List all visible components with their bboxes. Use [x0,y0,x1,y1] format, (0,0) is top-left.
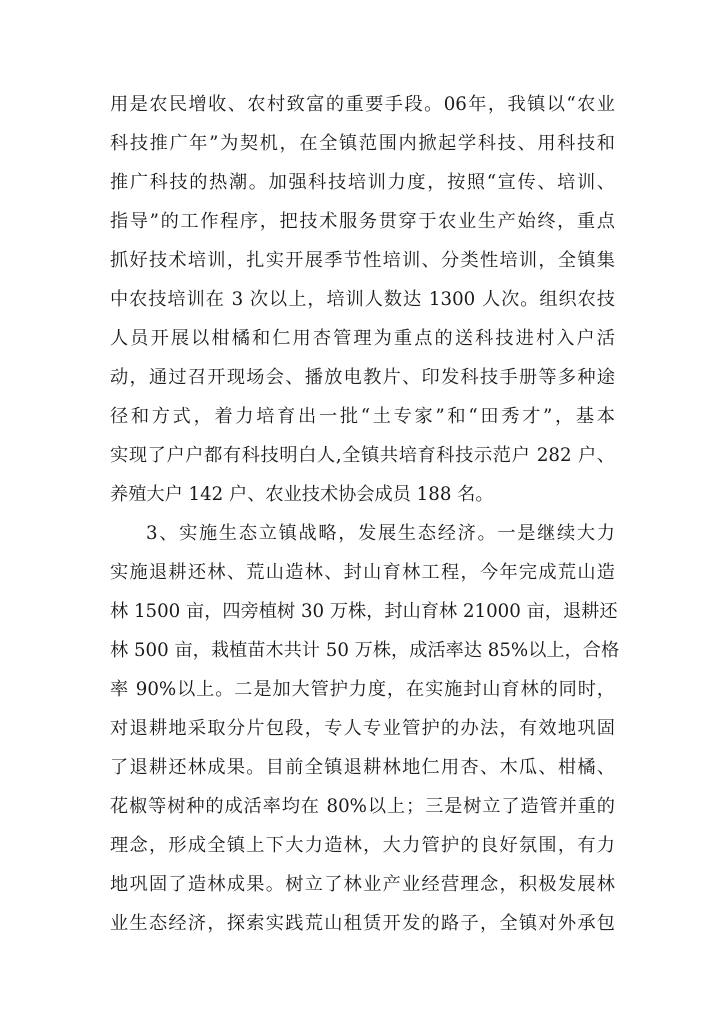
text-line-1: 用是农民增收、农村致富的重要手段。06年，我镇以“农业 [110,94,615,115]
text-line-12: 3、实施生态立镇战略，发展生态经济。一是继续大力 [146,523,615,544]
text-line-4: 指导”的工作程序，把技术服务贯穿于农业生产始终，重点 [110,211,615,232]
text-line-21: 地巩固了造林成果。树立了林业产业经营理念，积极发展林 [110,874,615,895]
text-line-11: 养殖大户 142 户、农业技术协会成员 188 名。 [110,484,494,505]
text-line-6: 中农技培训在 3 次以上，培训人数达 1300 人次。组织农技 [110,289,615,310]
text-line-22: 业生态经济，探索实践荒山租赁开发的路子，全镇对外承包 [110,913,615,934]
text-line-8: 动，通过召开现场会、播放电教片、印发科技手册等多种途 [110,367,615,388]
text-line-13: 实施退耕还林、荒山造林、封山育林工程，今年完成荒山造 [110,562,615,583]
text-line-16: 率 90%以上。二是加大管护力度，在实施封山育林的同时， [110,679,615,700]
text-line-15: 林 500 亩，栽植苗木共计 50 万株，成活率达 85%以上，合格 [110,640,620,661]
text-line-3: 推广科技的热潮。加强科技培训力度，按照“宣传、培训、 [110,172,615,193]
text-line-20: 理念，形成全镇上下大力造林，大力管护的良好氛围，有力 [110,835,615,856]
text-line-17: 对退耕地采取分片包段，专人专业管护的办法，有效地巩固 [110,718,615,739]
text-line-19: 花椒等树种的成活率均在 80%以上；三是树立了造管并重的 [110,796,615,817]
text-line-10: 实现了户户都有科技明白人,全镇共培育科技示范户 282 户、 [110,445,615,466]
text-line-7: 人员开展以柑橘和仁用杏管理为重点的送科技进村入户活 [110,328,615,349]
text-line-5: 抓好技术培训，扎实开展季节性培训、分类性培训，全镇集 [110,250,615,271]
text-line-9: 径和方式，着力培育出一批“土专家”和“田秀才”，基本 [110,406,615,427]
text-line-14: 林 1500 亩，四旁植树 30 万株，封山育林 21000 亩，退耕还 [110,601,618,622]
text-line-18: 了退耕还林成果。目前全镇退耕林地仁用杏、木瓜、柑橘、 [110,757,615,778]
text-line-2: 科技推广年”为契机，在全镇范围内掀起学科技、用科技和 [110,133,615,154]
